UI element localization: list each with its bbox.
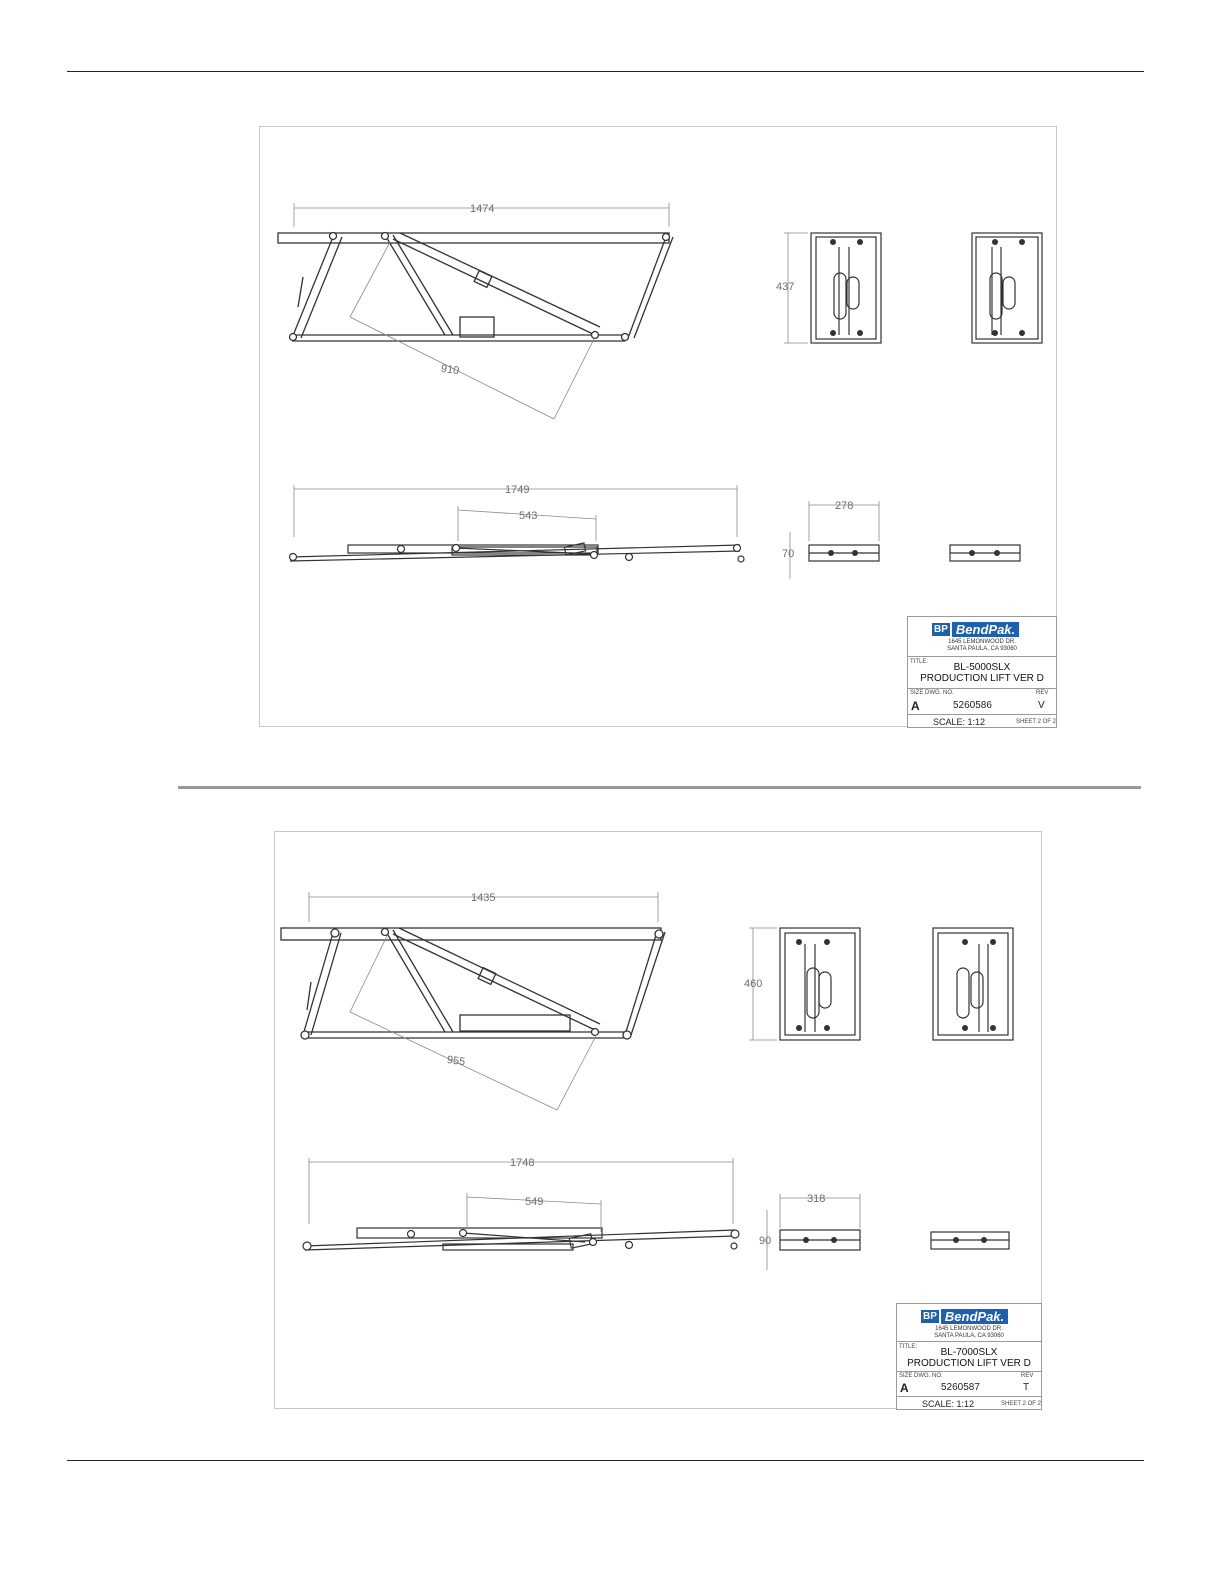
company-address: 1645 LEMONWOOD DR. SANTA PAULA, CA 93060 (947, 639, 1017, 652)
rev-label: REV (1021, 1373, 1034, 1379)
end-view-left (780, 928, 860, 1040)
drawing-number: 5260586 (953, 700, 992, 711)
dwg-label: DWG. NO. (914, 1373, 943, 1379)
size-value: A (911, 699, 920, 713)
right-arm (628, 237, 666, 338)
dim-top-length: 1435 (471, 892, 496, 904)
right-arm (625, 932, 657, 1035)
size-label: SIZE (910, 690, 924, 696)
drawing-sheet-bl5000 (259, 126, 1057, 727)
bendpak-logo: BP BendPak. (932, 622, 1019, 637)
dim-diagonal: 955 (446, 1053, 466, 1069)
drawing-number: 5260587 (941, 1382, 980, 1393)
dim-height: 437 (776, 281, 795, 293)
dwg-label: DWG. NO. (925, 690, 954, 696)
title-block (907, 616, 1057, 728)
dim-diagonal: 910 (440, 362, 460, 378)
sheet-number: SHEET 2 OF 2 (1016, 719, 1056, 725)
title-label: TITLE: (910, 659, 929, 665)
size-label: SIZE (899, 1373, 913, 1379)
dim-bottom-length: 1749 (505, 484, 530, 496)
dim-inner-length: 549 (525, 1196, 544, 1208)
dim-height: 460 (744, 978, 763, 990)
dim-top-length: 1474 (470, 203, 495, 215)
scale-text: SCALE: 1:12 (933, 717, 986, 727)
end-view-right (933, 928, 1013, 1040)
section-divider (178, 786, 1141, 789)
footer-rule (67, 1460, 1144, 1461)
revision: T (1023, 1382, 1030, 1393)
left-arm (292, 237, 333, 338)
dim-width: 318 (807, 1193, 826, 1205)
left-arm (303, 933, 333, 1035)
sheet-number: SHEET 2 OF 2 (1001, 1401, 1041, 1407)
company-address: 1645 LEMONWOOD DR. SANTA PAULA, CA 93060 (934, 1326, 1004, 1339)
dim-thickness: 70 (782, 548, 795, 560)
dim-bottom-length: 1748 (510, 1157, 535, 1169)
drawing-sheet-bl7000 (274, 831, 1042, 1409)
title-block (896, 1303, 1042, 1410)
rev-label: REV (1036, 690, 1049, 696)
dim-thickness: 90 (759, 1235, 772, 1247)
header-rule (67, 71, 1144, 72)
drawing-title: BL-5000SLX PRODUCTION LIFT VER D (920, 662, 1044, 684)
drawing-title: BL-7000SLX PRODUCTION LIFT VER D (907, 1347, 1031, 1369)
size-value: A (900, 1381, 909, 1395)
dim-width: 278 (835, 500, 854, 512)
revision: V (1038, 700, 1045, 711)
dim-inner-length: 543 (519, 510, 538, 522)
bendpak-logo: BP BendPak. (921, 1309, 1008, 1324)
title-label: TITLE: (899, 1344, 918, 1350)
scale-text: SCALE: 1:12 (922, 1399, 975, 1409)
end-view-right (972, 233, 1042, 343)
